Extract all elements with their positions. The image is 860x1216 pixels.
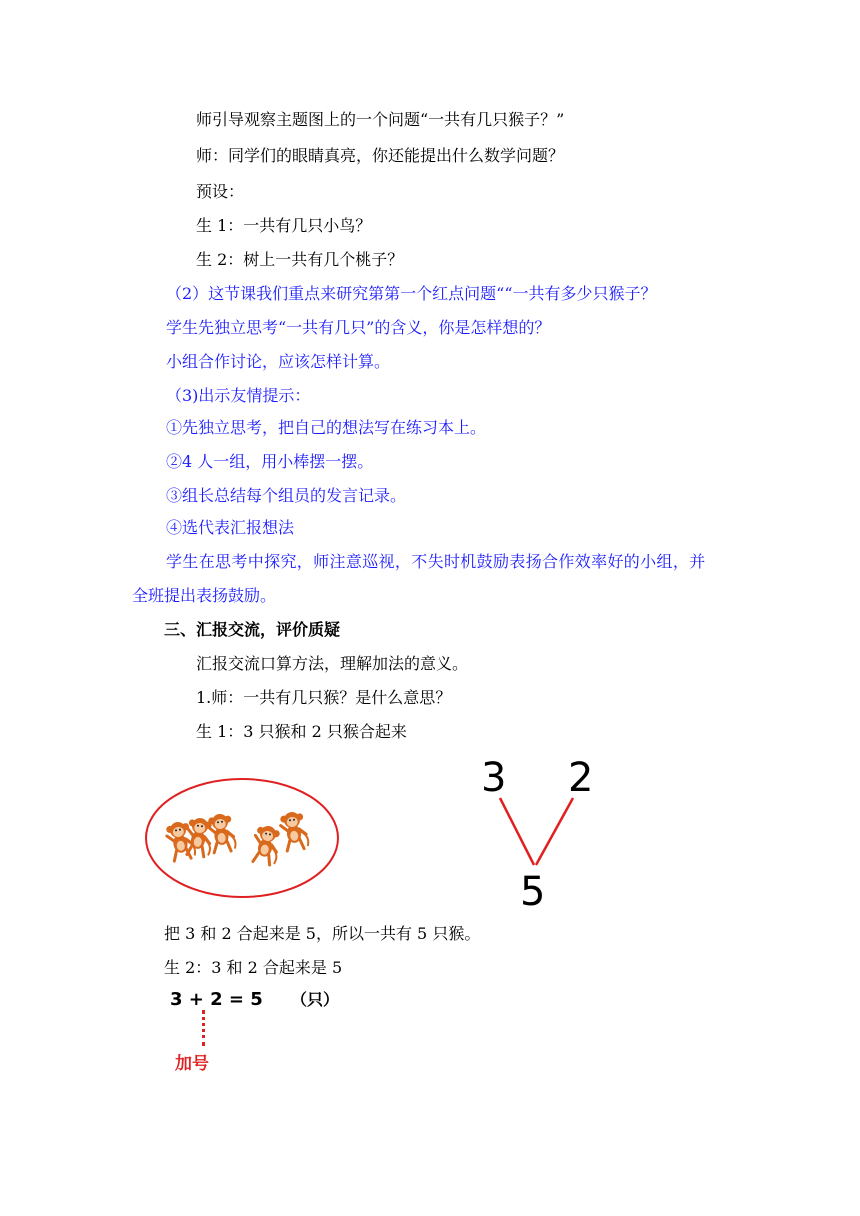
paragraph-20: 把 3 和 2 合起来是 5，所以一共有 5 只猴。 — [164, 924, 481, 943]
diagram-lines — [480, 790, 600, 880]
diagram-left-line — [500, 798, 534, 865]
monkey-icon — [250, 824, 282, 866]
diagram-left-number: 3 — [481, 755, 507, 801]
paragraph-14: 学生在思考中探究，师注意巡视，不失时机鼓励表扬合作效率好的小组，并 — [166, 552, 706, 571]
paragraph-12: ③组长总结每个组员的发言记录。 — [166, 486, 407, 505]
monkeys-illustration — [144, 776, 340, 900]
paragraph-1: 师引导观察主题图上的一个问题“一共有几只猴子？” — [196, 110, 565, 129]
diagram-right-line — [536, 798, 573, 865]
diagram-right-number: 2 — [568, 755, 594, 801]
section-heading: 三、汇报交流，评价质疑 — [164, 620, 341, 639]
paragraph-13: ④选代表汇报想法 — [166, 518, 295, 537]
paragraph-3: 预设： — [196, 182, 245, 201]
paragraph-5: 生 2：树上一共有几个桃子？ — [196, 250, 404, 269]
paragraph-15: 全班提出表扬鼓励。 — [132, 586, 277, 605]
monkey-icon — [207, 813, 236, 853]
paragraph-18: 1.师：一共有几只猴？是什么意思？ — [196, 688, 452, 707]
paragraph-21: 生 2：3 和 2 合起来是 5 — [164, 958, 343, 977]
paragraph-17: 汇报交流口算方法，理解加法的意义。 — [196, 654, 469, 673]
paragraph-7: 学生先独立思考“一共有几只”的含义，你是怎样想的？ — [166, 318, 551, 337]
plus-pointer-line — [202, 1010, 205, 1046]
addition-equation: 3 + 2 = 5 — [170, 989, 263, 1010]
paragraph-9: （3)出示友情提示： — [166, 386, 311, 405]
plus-sign-label: 加号 — [175, 1054, 209, 1074]
paragraph-11: ②4 人一组，用小棒摆一摆。 — [166, 452, 374, 471]
paragraph-2: 师：同学们的眼睛真亮，你还能提出什么数学问题？ — [196, 146, 565, 165]
diagram-total-number: 5 — [520, 869, 546, 915]
paragraph-8: 小组合作讨论，应该怎样计算。 — [166, 352, 391, 371]
equation-unit: （只） — [291, 990, 340, 1009]
paragraph-6: （2）这节课我们重点来研究第第一个红点问题““一共有多少只猴子？ — [166, 284, 657, 303]
paragraph-19: 生 1：3 只猴和 2 只猴合起来 — [196, 722, 407, 741]
monkey-icon — [279, 810, 309, 851]
paragraph-10: ①先独立思考，把自己的想法写在练习本上。 — [166, 418, 487, 437]
paragraph-4: 生 1：一共有几只小鸟？ — [196, 216, 372, 235]
